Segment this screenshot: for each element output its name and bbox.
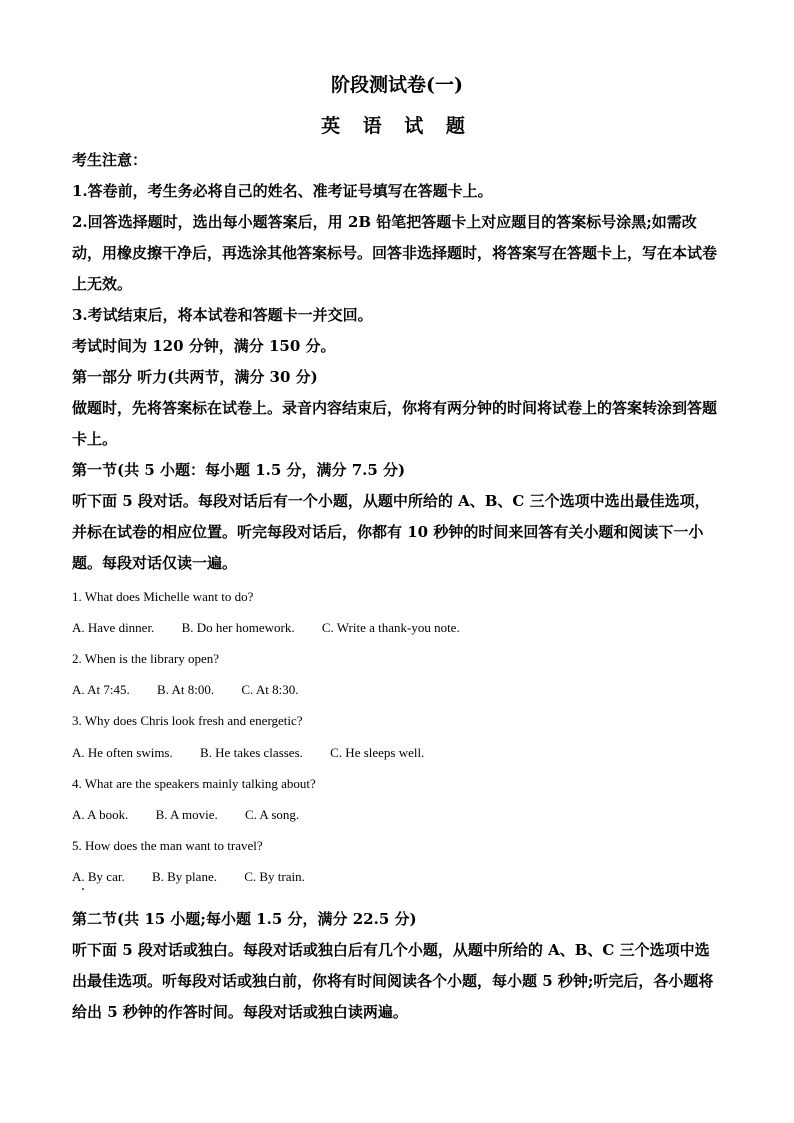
option-b: B. By plane. — [151, 869, 217, 884]
option-c: C. A song. — [244, 807, 300, 822]
question-4-options — [72, 807, 323, 823]
question-2: 2. When is the library open? — [72, 651, 220, 666]
option-b: B. He takes classes. — [200, 745, 303, 760]
question-1: 1. What does Michelle want to do? — [72, 589, 254, 604]
part1-intro: 做题时，先将答案标在试卷上。录音内容结束后，你将有两分钟的时间将试卷上的答案转涂到答题卡上。 — [72, 399, 718, 448]
option-c: C. He sleeps well. — [330, 745, 425, 760]
option-a: A. By car. — [72, 869, 125, 884]
option-c: C. By train. — [244, 869, 305, 884]
question-5-options — [72, 869, 329, 885]
option-a: A. Have dinner. — [72, 620, 155, 635]
option-a: A. At 7:45. — [72, 682, 130, 697]
section1-heading: 第一节(共 5 小题：每小题 1.5 分，满分 7.5 分) — [72, 461, 406, 479]
option-c: C. At 8:30. — [241, 682, 299, 697]
section1-instructions: 听下面 5 段对话。每段对话后有一个小题，从题中所给的 A、B、C 三个选项中选出最佳选项，并标在试卷的相应位置。听完每段对话后，你都有 10 秒钟的时间来回答有关小题和阅读下一小题。每段对话仅读一遍。 — [72, 492, 710, 572]
subject-title: 英 语 试 题 — [321, 115, 473, 137]
stray-dot — [82, 888, 84, 890]
notice-item-3: 3.考试结束后，将本试卷和答题卡一并交回。 — [72, 306, 373, 324]
section2-instructions: 听下面 5 段对话或独白。每段对话或独白后有几个小题，从题中所给的 A、B、C 三个选项中选出最佳选项。听每段对话或独白前，你将有时间阅读各个小题，每小题 5 秒钟;听完后，各小题将给出 5 秒钟的作答时间。每段对话或独白读两遍。 — [72, 941, 714, 1021]
notice-heading: 考生注意： — [72, 151, 148, 169]
question-3: 3. Why does Chris look fresh and energetic? — [72, 713, 303, 728]
option-a: A. He often swims. — [72, 745, 173, 760]
question-1-options — [72, 620, 484, 636]
option-a: A. A book. — [72, 807, 129, 822]
option-b: B. At 8:00. — [157, 682, 215, 697]
question-5: 5. How does the man want to travel? — [72, 838, 263, 853]
option-b: B. A movie. — [155, 807, 218, 822]
exam-time: 考试时间为 120 分钟，满分 150 分。 — [72, 337, 336, 355]
question-2-options — [72, 682, 322, 698]
section2-heading: 第二节(共 15 小题;每小题 1.5 分，满分 22.5 分) — [72, 910, 417, 928]
exam-title: 阶段测试卷(一) — [331, 74, 463, 96]
notice-item-2: 2.回答选择题时，选出每小题答案后，用 2B 铅笔把答题卡上对应题目的答案标号涂黑;如需改动，用橡皮擦干净后，再选涂其他答案标号。回答非选择题时，将答案写在答题卡上，写在本试卷上无效。 — [72, 213, 718, 293]
question-3-options — [72, 745, 448, 761]
option-b: B. Do her homework. — [181, 620, 295, 635]
notice-item-1: 1.答卷前，考生务必将自己的姓名、准考证号填写在答题卡上。 — [72, 182, 493, 200]
part1-heading: 第一部分 听力(共两节，满分 30 分) — [72, 368, 318, 386]
option-c: C. Write a thank-you note. — [321, 620, 460, 635]
question-4: 4. What are the speakers mainly talking about? — [72, 776, 316, 791]
